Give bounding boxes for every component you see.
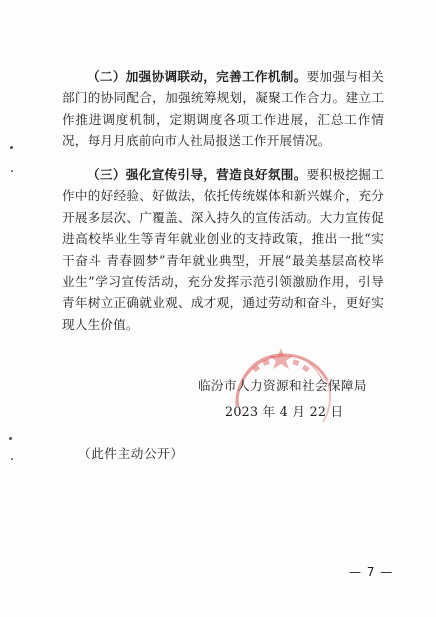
scan-speck bbox=[11, 170, 13, 172]
scan-speck bbox=[10, 146, 13, 149]
paragraph-body: 要加强与相关部门的协同配合，加强统筹规划，凝聚工作合力。建立工作推进调度机制，定期调度各项工作进展，汇总工作情况，每月月底前向市人社局报送工作开展情况。 bbox=[62, 69, 384, 149]
paragraph-work-mechanism bbox=[62, 66, 384, 152]
scan-speck bbox=[9, 437, 12, 440]
paragraph-publicity bbox=[62, 164, 384, 335]
page-number: — 7 — bbox=[349, 565, 394, 579]
scan-speck bbox=[11, 458, 13, 460]
paragraph-body: 要积极挖掘工作中的好经验、好做法，依托传统媒体和新兴媒介，充分开展多层次、广覆盖、深入持久的宣传活动。大力宣传促进高校毕业生等青年就业创业的支持政策，推出一批“实干奋斗 青春圆梦”青年就业典型，开展“最美基层高校毕业生”学习宣传活动，充分发挥示范引领激励作用，引导青年树立正确就业观、成才观，通过劳动和奋斗，更好实现人生价值。 bbox=[62, 167, 384, 332]
signature-organization: 临汾市人力资源和社会保障局 bbox=[198, 378, 367, 393]
disclosure-note: （此件主动公开） bbox=[78, 446, 184, 461]
paragraph-heading: （三）强化宣传引导，营造良好氛围。 bbox=[87, 167, 307, 182]
signature-date: 2023 年 4 月 22 日 bbox=[225, 404, 344, 419]
paragraph-heading: （二）加强协调联动，完善工作机制。 bbox=[87, 69, 307, 84]
